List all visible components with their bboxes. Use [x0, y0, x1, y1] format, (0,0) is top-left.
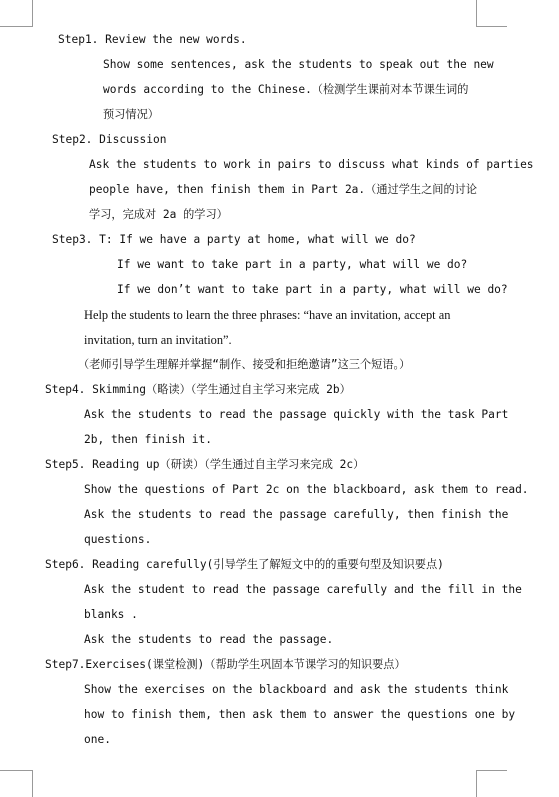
- text-line: words according to the Chinese.（检测学生课前对本节课生词的: [103, 83, 469, 96]
- text-line: Ask the students to read the passage.: [84, 633, 334, 646]
- text-line: If we don’t want to take part in a party, what will we do?: [117, 283, 508, 296]
- step5-heading: Step5. Reading up（研读）（学生通过自主学习来完成 2c）: [45, 458, 365, 471]
- text-line: Ask the student to read the passage carefully and the fill in the: [84, 583, 522, 596]
- text-line: 预习情况）: [103, 108, 159, 121]
- text-line: 2b, then finish it.: [84, 433, 212, 446]
- step7-heading: Step7.Exercises(课堂检测)（帮助学生巩固本节课学习的知识要点）: [45, 658, 406, 671]
- crop-mark-bottom-left: [0, 770, 33, 797]
- step1-heading: Step1. Review the new words.: [58, 33, 247, 46]
- step2-heading: Step2. Discussion: [52, 133, 167, 146]
- step6-heading: Step6. Reading carefully(引导学生了解短文中的的重要句型及知识要点): [45, 558, 444, 571]
- step4-heading: Step4. Skimming（略读）（学生通过自主学习来完成 2b）: [45, 383, 351, 396]
- text-line: 学习，完成对 2a 的学习）: [89, 208, 228, 221]
- text-line: Show the questions of Part 2c on the blackboard, ask them to read.: [84, 483, 529, 496]
- crop-mark-top-right: [476, 0, 507, 27]
- text-line: If we want to take part in a party, what will we do?: [117, 258, 468, 271]
- text-line: blanks .: [84, 608, 138, 621]
- text-line: Help the students to learn the three phrases: “have an invitation, accept an: [84, 308, 451, 322]
- text-line: one.: [84, 733, 111, 746]
- text-line: Ask the students to read the passage quickly with the task Part: [84, 408, 509, 421]
- text-line: invitation, turn an invitation”.: [84, 333, 232, 347]
- crop-mark-top-left: [0, 0, 33, 27]
- text-line: how to finish them, then ask them to answer the questions one by: [84, 708, 516, 721]
- crop-mark-bottom-right: [476, 770, 507, 797]
- text-line: people have, then finish them in Part 2a.（通过学生之间的讨论: [89, 183, 478, 196]
- text-line: （老师引导学生理解并掌握“制作、接受和拒绝邀请”这三个短语。）: [78, 358, 411, 371]
- text-line: Ask the students to read the passage carefully, then finish the: [84, 508, 509, 521]
- step3-heading: Step3. T: If we have a party at home, what will we do?: [52, 233, 416, 246]
- text-line: Show some sentences, ask the students to speak out the new: [103, 58, 494, 71]
- text-line: Ask the students to work in pairs to discuss what kinds of parties: [89, 158, 534, 171]
- text-line: Show the exercises on the blackboard and ask the students think: [84, 683, 509, 696]
- text-line: questions.: [84, 533, 152, 546]
